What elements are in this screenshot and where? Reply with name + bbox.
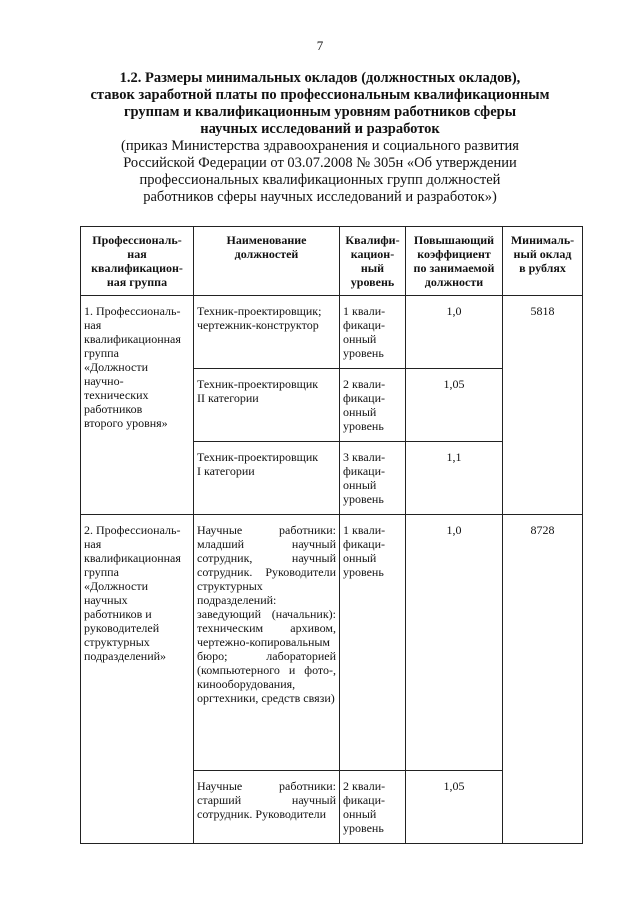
salary-cell: 8728 [503,515,583,844]
salary-table [80,226,583,844]
heading-title-line: научных исследований и разработок [200,121,440,137]
coefficient-cell: 1,0 [406,515,503,771]
level-cell: 1 квали- фикаци- онный уровень [340,296,406,369]
level-cell: 3 квали- фикаци- онный уровень [340,442,406,515]
level-cell: 2 квали- фикаци- онный уровень [340,771,406,844]
coefficient-cell: 1,1 [406,442,503,515]
heading-source-line: профессиональных квалификационных групп должностей [139,172,501,188]
coefficient-cell: 1,0 [406,296,503,369]
table-row [81,296,583,369]
level-cell: 2 квали- фикаци- онный уровень [340,369,406,442]
salary-cell: 5818 [503,296,583,515]
position-cell: Научные работники: младший научный сотрудник, научный сотрудник. Руководители структурных подразделений: заведующий (начальник): техническим архивом, чертежно-копировальным бюро; лабораторией (компьютерного и фото-, кинооборудования, оргтехники, средств связи) [194,515,340,771]
heading-source-line: работников сферы научных исследований и разработок») [143,189,497,205]
coefficient-cell: 1,05 [406,369,503,442]
position-cell: Техник-проектировщик I категории [194,442,340,515]
header-qualification-level: Квалифи- кацион- ный уровень [340,227,406,296]
heading-title-line: ставок заработной платы по профессиональным квалификационным [90,87,550,103]
position-cell: Техник-проектировщик II категории [194,369,340,442]
group-name-cell: 2. Профессиональ- ная квалификационная группа «Должности научных работников и руководителей структурных подразделений» [81,515,194,844]
header-min-salary: Минималь- ный оклад в рублях [503,227,583,296]
header-qualification-group: Профессиональ- ная квалификацион- ная группа [81,227,194,296]
group-name-cell: 1. Профессиональ- ная квалификационная группа «Должности научно- технических работников второго уровня» [81,296,194,515]
position-cell: Техник-проектировщик; чертежник-конструктор [194,296,340,369]
header-coefficient: Повышающий коэффициент по занимаемой должности [406,227,503,296]
heading-title-line: группам и квалификационным уровням работников сферы [123,104,517,120]
heading-title-line: 1.2. Размеры минимальных окладов (должностных окладов), [119,70,521,86]
level-cell: 1 квали- фикаци- онный уровень [340,515,406,771]
table-header-row [81,227,583,296]
position-cell: Научные работники: старший научный сотрудник. Руководители [194,771,340,844]
coefficient-cell: 1,05 [406,771,503,844]
page-number: 7 [316,38,324,53]
table-row [81,515,583,771]
header-position-name: Наименование должностей [194,227,340,296]
heading-source-line: (приказ Министерства здравоохранения и социального развития [121,138,519,154]
heading-source-line: Российской Федерации от 03.07.2008 № 305н «Об утверждении [123,155,517,171]
section-heading [60,70,580,206]
